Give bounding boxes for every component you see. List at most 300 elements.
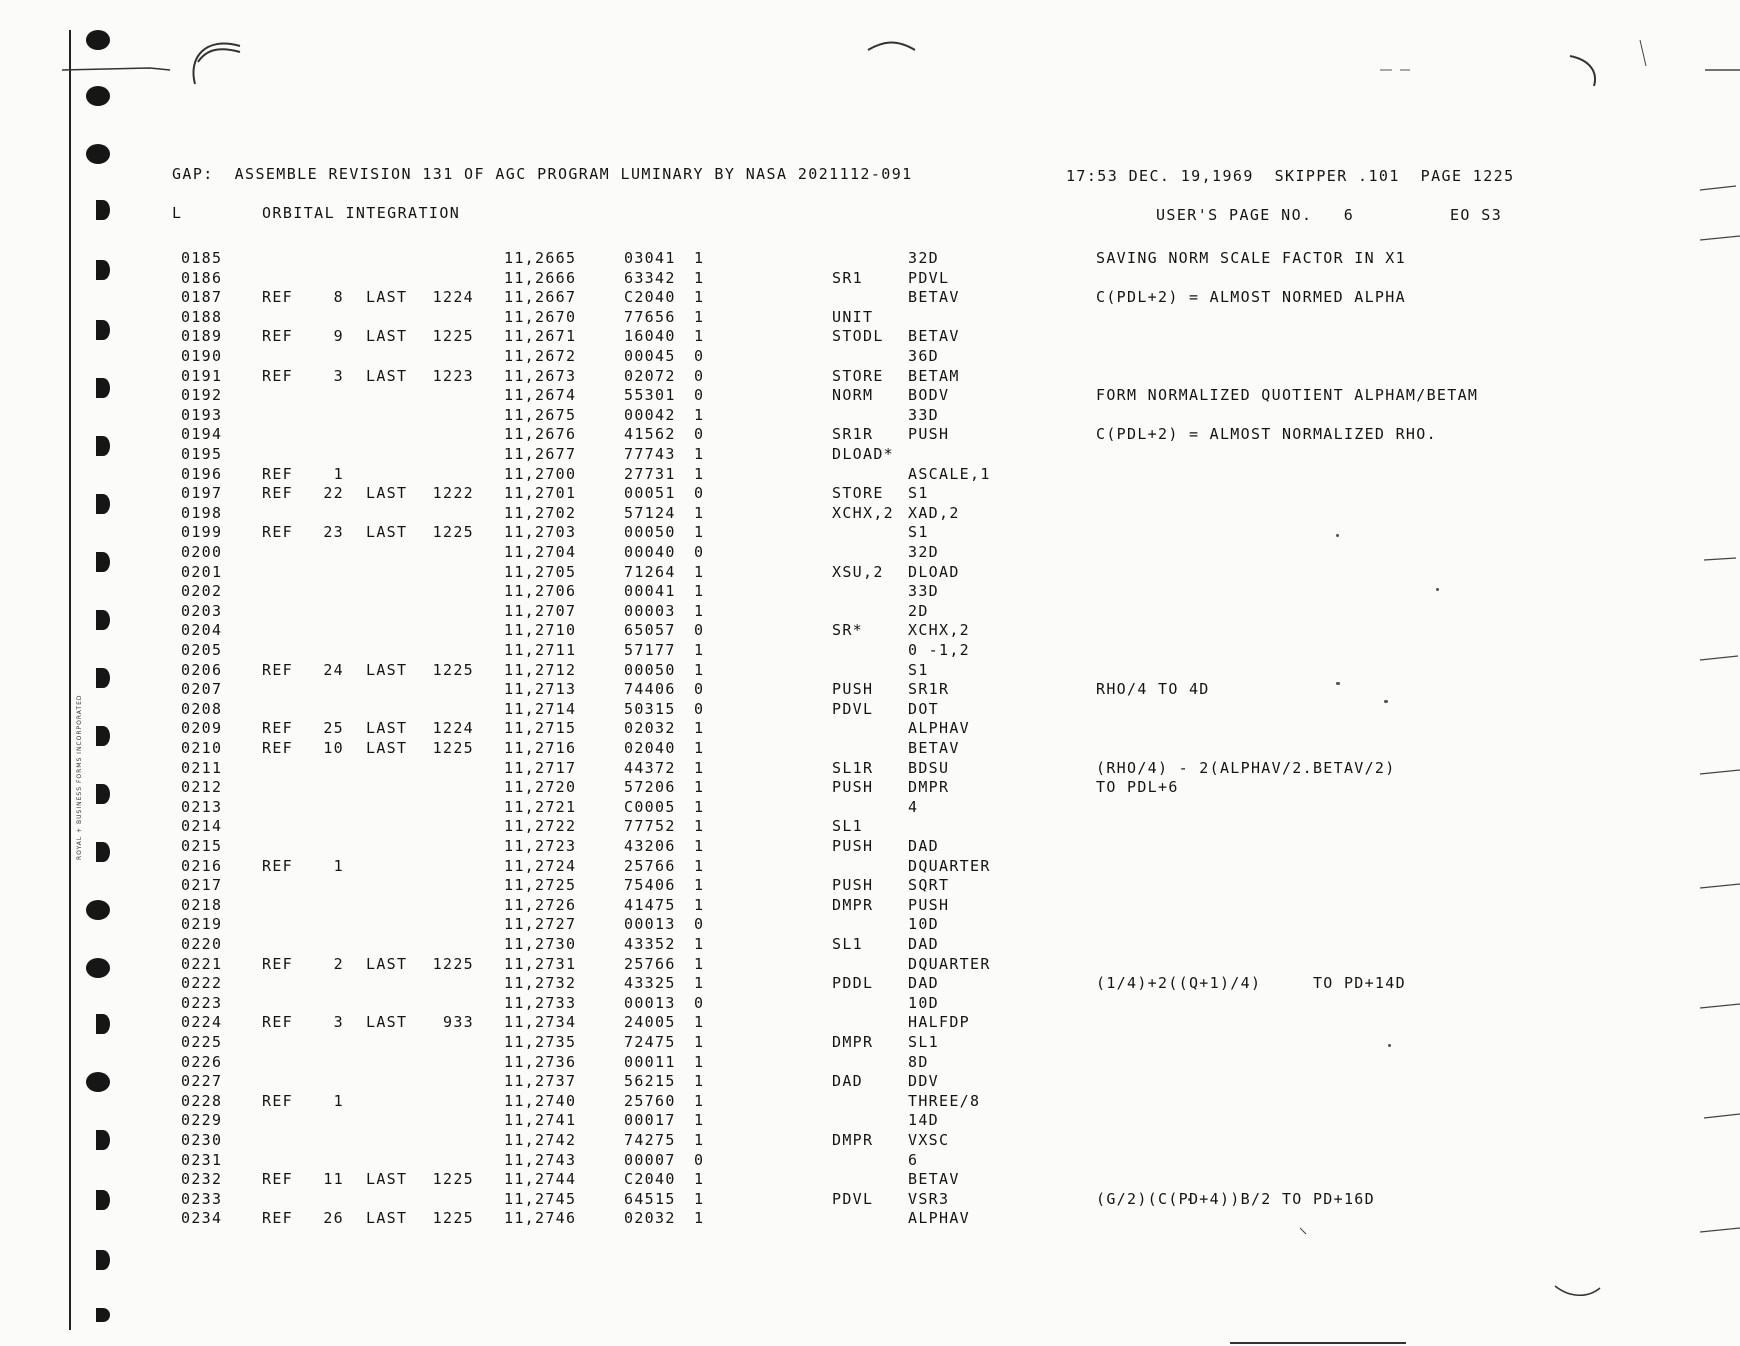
listing-timestamp: 17:53 DEC. 19,1969 SKIPPER .101 PAGE 1225 [1066, 167, 1515, 185]
user-page-number: USER'S PAGE NO. 6 [1156, 206, 1355, 224]
memory-address: 11,2706 [504, 582, 577, 601]
listing-row [0, 1151, 1740, 1170]
comment: FORM NORMALIZED QUOTIENT ALPHAM/BETAM [1096, 386, 1479, 405]
ref-count: 3 [333, 1013, 344, 1032]
last-page: 1223 [432, 366, 474, 385]
listing-row [0, 484, 1740, 503]
operand: VXSC [908, 1131, 950, 1149]
listing-row [0, 563, 1740, 582]
last-label: LAST [366, 288, 408, 307]
comment: SAVING NORM SCALE FACTOR IN X1 [1096, 249, 1406, 267]
line-number: 0213 [181, 797, 223, 816]
operand: VSR3 [908, 1189, 950, 1208]
line-number: 0198 [181, 503, 223, 522]
last-page: 1224 [432, 288, 474, 307]
octal-word: 77743 [624, 445, 676, 463]
memory-address: 11,2724 [504, 856, 577, 875]
operand: BETAV [908, 739, 960, 757]
ref-label: REF [262, 1091, 293, 1110]
ref-label: REF [262, 660, 293, 679]
memory-address: 11,2703 [504, 523, 577, 542]
line-number: 0215 [181, 837, 223, 855]
parity-bit: 1 [694, 445, 705, 463]
line-number: 0187 [181, 288, 223, 307]
parity-bit: 1 [694, 601, 705, 620]
octal-word: 65057 [624, 621, 676, 640]
operand: DMPR [908, 778, 950, 797]
octal-word: 24005 [624, 1013, 676, 1032]
last-label: LAST [366, 1013, 408, 1032]
line-number: 0223 [181, 993, 223, 1012]
listing-row [0, 837, 1740, 856]
memory-address: 11,2730 [504, 935, 577, 953]
octal-word: 00007 [624, 1150, 676, 1169]
listing-row [0, 817, 1740, 836]
operand: 6 [908, 1150, 919, 1169]
octal-word: 00040 [624, 543, 676, 561]
operand: HALFDP [908, 1013, 970, 1032]
last-page: 1225 [432, 1209, 474, 1228]
listing-row [0, 347, 1740, 366]
octal-word: 03041 [624, 249, 676, 267]
last-page: 1225 [432, 660, 474, 679]
memory-address: 11,2665 [504, 249, 577, 267]
section-tag: L [172, 204, 183, 222]
line-number: 0200 [181, 543, 223, 561]
listing-row [0, 425, 1740, 444]
listing-row [0, 308, 1740, 327]
line-number: 0229 [181, 1111, 223, 1130]
ref-count: 1 [333, 464, 344, 483]
parity-bit: 1 [694, 1052, 705, 1071]
parity-bit: 1 [694, 523, 705, 542]
parity-bit: 1 [694, 837, 705, 855]
listing-row [0, 661, 1740, 680]
octal-word: 41562 [624, 425, 676, 444]
memory-address: 11,2725 [504, 876, 577, 895]
memory-address: 11,2670 [504, 307, 577, 326]
opcode: STORE [832, 484, 884, 503]
memory-address: 11,2732 [504, 974, 577, 993]
opcode: XCHX,2 [832, 503, 894, 522]
ref-label: REF [262, 288, 293, 307]
line-number: 0234 [181, 1209, 223, 1228]
line-number: 0196 [181, 464, 223, 483]
parity-bit: 0 [694, 699, 705, 718]
opcode: SR* [832, 621, 863, 640]
parity-bit: 1 [694, 268, 705, 287]
line-number: 0220 [181, 935, 223, 953]
listing-row [0, 523, 1740, 542]
listing-row [0, 249, 1740, 268]
listing-row [0, 582, 1740, 601]
operand: ALPHAV [908, 1209, 970, 1228]
parity-bit: 1 [694, 817, 705, 836]
opcode: DMPR [832, 1033, 874, 1051]
parity-bit: 0 [694, 425, 705, 444]
operand: S1 [908, 660, 929, 679]
line-number: 0186 [181, 268, 223, 287]
memory-address: 11,2710 [504, 621, 577, 640]
octal-word: 77752 [624, 817, 676, 836]
operand: DLOAD [908, 562, 960, 581]
line-number: 0190 [181, 347, 223, 365]
opcode: XSU,2 [832, 562, 884, 581]
ref-count: 1 [333, 856, 344, 875]
parity-bit: 1 [694, 1111, 705, 1130]
parity-bit: 1 [694, 974, 705, 993]
octal-word: 25766 [624, 954, 676, 973]
memory-address: 11,2672 [504, 347, 577, 365]
octal-word: 57206 [624, 778, 676, 797]
opcode: UNIT [832, 307, 874, 326]
octal-word: 64515 [624, 1189, 676, 1208]
operand: THREE/8 [908, 1091, 981, 1110]
ref-count: 1 [333, 1091, 344, 1110]
comment: RHO/4 TO 4D [1096, 680, 1210, 699]
listing-row [0, 406, 1740, 425]
memory-address: 11,2701 [504, 484, 577, 503]
octal-word: 00041 [624, 582, 676, 601]
line-number: 0207 [181, 680, 223, 699]
memory-address: 11,2731 [504, 954, 577, 973]
listing-row [0, 1072, 1740, 1091]
opcode: NORM [832, 386, 874, 405]
line-number: 0211 [181, 758, 223, 777]
parity-bit: 1 [694, 582, 705, 601]
parity-bit: 0 [694, 993, 705, 1012]
memory-address: 11,2721 [504, 797, 577, 816]
operand: SQRT [908, 876, 950, 895]
parity-bit: 1 [694, 307, 705, 326]
comment: (RHO/4) - 2(ALPHAV/2.BETAV/2) [1096, 758, 1396, 777]
octal-word: 57124 [624, 503, 676, 522]
memory-address: 11,2727 [504, 915, 577, 934]
listing-row [0, 974, 1740, 993]
opcode: STODL [832, 327, 884, 346]
octal-word: 00011 [624, 1052, 676, 1071]
last-page: 1225 [432, 327, 474, 346]
opcode: DLOAD* [832, 445, 894, 463]
line-number: 0232 [181, 1170, 223, 1189]
parity-bit: 1 [694, 1072, 705, 1091]
opcode: SL1R [832, 758, 874, 777]
operand: PUSH [908, 895, 950, 914]
opcode: SL1 [832, 817, 863, 836]
octal-word: 00050 [624, 523, 676, 542]
comment: C(PDL+2) = ALMOST NORMALIZED RHO. [1096, 425, 1437, 444]
memory-address: 11,2713 [504, 680, 577, 699]
parity-bit: 1 [694, 562, 705, 581]
operand: BETAV [908, 1170, 960, 1189]
ref-count: 9 [333, 327, 344, 346]
ref-count: 24 [323, 660, 344, 679]
listing-row [0, 798, 1740, 817]
operand: 36D [908, 347, 939, 365]
operand: DQUARTER [908, 856, 991, 875]
comment: (G/2)(C(PD+4))B/2 TO PD+16D [1096, 1189, 1375, 1208]
operand: DDV [908, 1072, 939, 1091]
opcode: PUSH [832, 837, 874, 855]
parity-bit: 1 [694, 739, 705, 757]
line-number: 0209 [181, 719, 223, 738]
operand: S1 [908, 484, 929, 503]
octal-word: 55301 [624, 386, 676, 405]
last-label: LAST [366, 1170, 408, 1189]
parity-bit: 1 [694, 1170, 705, 1189]
line-number: 0222 [181, 974, 223, 993]
ref-label: REF [262, 523, 293, 542]
eo-tag: EO S3 [1450, 206, 1503, 224]
parity-bit: 0 [694, 621, 705, 640]
memory-address: 11,2740 [504, 1091, 577, 1110]
octal-word: 00003 [624, 601, 676, 620]
ref-label: REF [262, 1013, 293, 1032]
memory-address: 11,2707 [504, 601, 577, 620]
parity-bit: 1 [694, 954, 705, 973]
line-number: 0199 [181, 523, 223, 542]
octal-word: 41475 [624, 895, 676, 914]
listing-row [0, 1190, 1740, 1209]
last-label: LAST [366, 484, 408, 503]
parity-bit: 0 [694, 680, 705, 699]
operand: DOT [908, 699, 939, 718]
operand: DAD [908, 837, 939, 855]
memory-address: 11,2735 [504, 1033, 577, 1051]
operand: BETAV [908, 327, 960, 346]
operand: 2D [908, 601, 929, 620]
line-number: 0227 [181, 1072, 223, 1091]
octal-word: 74406 [624, 680, 676, 699]
opcode: SR1 [832, 268, 863, 287]
parity-bit: 0 [694, 915, 705, 934]
octal-word: C2040 [624, 1170, 676, 1189]
operand: BODV [908, 386, 950, 405]
listing-row [0, 269, 1740, 288]
listing-row [0, 935, 1740, 954]
listing-row [0, 876, 1740, 895]
opcode: SR1R [832, 425, 874, 444]
last-page: 933 [443, 1013, 474, 1032]
parity-bit: 0 [694, 1150, 705, 1169]
opcode: SL1 [832, 935, 863, 953]
operand: S1 [908, 523, 929, 542]
line-number: 0226 [181, 1052, 223, 1071]
memory-address: 11,2676 [504, 425, 577, 444]
line-number: 0233 [181, 1189, 223, 1208]
opcode: DMPR [832, 1131, 874, 1149]
octal-word: 02032 [624, 719, 676, 738]
last-label: LAST [366, 1209, 408, 1228]
operand: 8D [908, 1052, 929, 1071]
memory-address: 11,2746 [504, 1209, 577, 1228]
line-number: 0202 [181, 582, 223, 601]
listing-row [0, 778, 1740, 797]
line-number: 0204 [181, 621, 223, 640]
listing-row [0, 445, 1740, 464]
octal-word: 74275 [624, 1131, 676, 1149]
octal-word: 00050 [624, 660, 676, 679]
parity-bit: 1 [694, 641, 705, 659]
operand: BETAM [908, 366, 960, 385]
memory-address: 11,2720 [504, 778, 577, 797]
parity-bit: 1 [694, 719, 705, 738]
line-number: 0214 [181, 817, 223, 836]
line-number: 0189 [181, 327, 223, 346]
octal-word: 16040 [624, 327, 676, 346]
opcode: PUSH [832, 778, 874, 797]
listing-row [0, 386, 1740, 405]
line-number: 0206 [181, 660, 223, 679]
octal-word: 43325 [624, 974, 676, 993]
octal-word: C0005 [624, 797, 676, 816]
parity-bit: 1 [694, 797, 705, 816]
octal-word: C2040 [624, 288, 676, 307]
line-number: 0193 [181, 405, 223, 424]
line-number: 0208 [181, 699, 223, 718]
line-number: 0197 [181, 484, 223, 503]
memory-address: 11,2726 [504, 895, 577, 914]
memory-address: 11,2667 [504, 288, 577, 307]
parity-bit: 1 [694, 895, 705, 914]
listing-title: GAP: ASSEMBLE REVISION 131 OF AGC PROGRAM LUMINARY BY NASA 2021112-091 [172, 165, 913, 183]
listing-row [0, 327, 1740, 346]
parity-bit: 0 [694, 386, 705, 405]
parity-bit: 1 [694, 249, 705, 267]
operand: 4 [908, 797, 919, 816]
listing-row [0, 719, 1740, 738]
octal-word: 50315 [624, 699, 676, 718]
line-number: 0191 [181, 366, 223, 385]
ref-label: REF [262, 484, 293, 503]
listing-row [0, 367, 1740, 386]
ref-label: REF [262, 719, 293, 738]
listing-row [0, 504, 1740, 523]
listing-row [0, 602, 1740, 621]
margin-imprint: ROYAL + BUSINESS FORMS INCORPORATED [76, 694, 83, 860]
operand: 33D [908, 582, 939, 601]
memory-address: 11,2742 [504, 1131, 577, 1149]
octal-word: 00013 [624, 915, 676, 934]
listing-row [0, 1170, 1740, 1189]
octal-word: 00017 [624, 1111, 676, 1130]
operand: 33D [908, 405, 939, 424]
listing-row [0, 1092, 1740, 1111]
operand: BDSU [908, 758, 950, 777]
octal-word: 77656 [624, 307, 676, 326]
operand: BETAV [908, 288, 960, 307]
octal-word: 00045 [624, 347, 676, 365]
memory-address: 11,2737 [504, 1072, 577, 1091]
operand: PUSH [908, 425, 950, 444]
ref-count: 25 [323, 719, 344, 738]
ref-label: REF [262, 1170, 293, 1189]
listing-row [0, 641, 1740, 660]
line-number: 0194 [181, 425, 223, 444]
octal-word: 72475 [624, 1033, 676, 1051]
octal-word: 02032 [624, 1209, 676, 1228]
octal-word: 57177 [624, 641, 676, 659]
opcode: PUSH [832, 876, 874, 895]
parity-bit: 1 [694, 1209, 705, 1228]
line-number: 0231 [181, 1150, 223, 1169]
line-number: 0216 [181, 856, 223, 875]
parity-bit: 1 [694, 660, 705, 679]
memory-address: 11,2716 [504, 739, 577, 757]
line-number: 0219 [181, 915, 223, 934]
ref-count: 2 [333, 954, 344, 973]
octal-word: 25760 [624, 1091, 676, 1110]
line-number: 0203 [181, 601, 223, 620]
memory-address: 11,2717 [504, 758, 577, 777]
line-number: 0224 [181, 1013, 223, 1032]
operand: SL1 [908, 1033, 939, 1051]
parity-bit: 0 [694, 366, 705, 385]
last-label: LAST [366, 366, 408, 385]
parity-bit: 1 [694, 876, 705, 895]
octal-word: 44372 [624, 758, 676, 777]
last-label: LAST [366, 954, 408, 973]
ref-label: REF [262, 327, 293, 346]
section-title: ORBITAL INTEGRATION [262, 204, 461, 222]
line-number: 0228 [181, 1091, 223, 1110]
operand: XCHX,2 [908, 621, 970, 640]
line-number: 0185 [181, 249, 223, 267]
listing-row [0, 543, 1740, 562]
octal-word: 00042 [624, 405, 676, 424]
last-label: LAST [366, 660, 408, 679]
parity-bit: 1 [694, 856, 705, 875]
memory-address: 11,2722 [504, 817, 577, 836]
octal-word: 63342 [624, 268, 676, 287]
comment: (1/4)+2((Q+1)/4) TO PD+14D [1096, 974, 1406, 993]
last-label: LAST [366, 739, 408, 757]
ref-count: 11 [323, 1170, 344, 1189]
listing-row [0, 465, 1740, 484]
operand: SR1R [908, 680, 950, 699]
memory-address: 11,2736 [504, 1052, 577, 1071]
memory-address: 11,2702 [504, 503, 577, 522]
parity-bit: 1 [694, 503, 705, 522]
operand: DQUARTER [908, 954, 991, 973]
last-page: 1225 [432, 1170, 474, 1189]
memory-address: 11,2671 [504, 327, 577, 346]
listing-row [0, 759, 1740, 778]
listing-row [0, 955, 1740, 974]
ref-count: 10 [323, 739, 344, 757]
parity-bit: 1 [694, 327, 705, 346]
listing-row [0, 1209, 1740, 1228]
line-number: 0212 [181, 778, 223, 797]
parity-bit: 1 [694, 1131, 705, 1149]
last-label: LAST [366, 719, 408, 738]
last-page: 1225 [432, 739, 474, 757]
opcode: PDVL [832, 699, 874, 718]
parity-bit: 1 [694, 464, 705, 483]
parity-bit: 1 [694, 405, 705, 424]
operand: PDVL [908, 268, 950, 287]
operand: 0 -1,2 [908, 641, 970, 659]
line-number: 0230 [181, 1131, 223, 1149]
line-number: 0188 [181, 307, 223, 326]
octal-word: 56215 [624, 1072, 676, 1091]
parity-bit: 1 [694, 1189, 705, 1208]
listing-row [0, 700, 1740, 719]
memory-address: 11,2733 [504, 993, 577, 1012]
listing-row [0, 1053, 1740, 1072]
line-number: 0210 [181, 739, 223, 757]
memory-address: 11,2674 [504, 386, 577, 405]
